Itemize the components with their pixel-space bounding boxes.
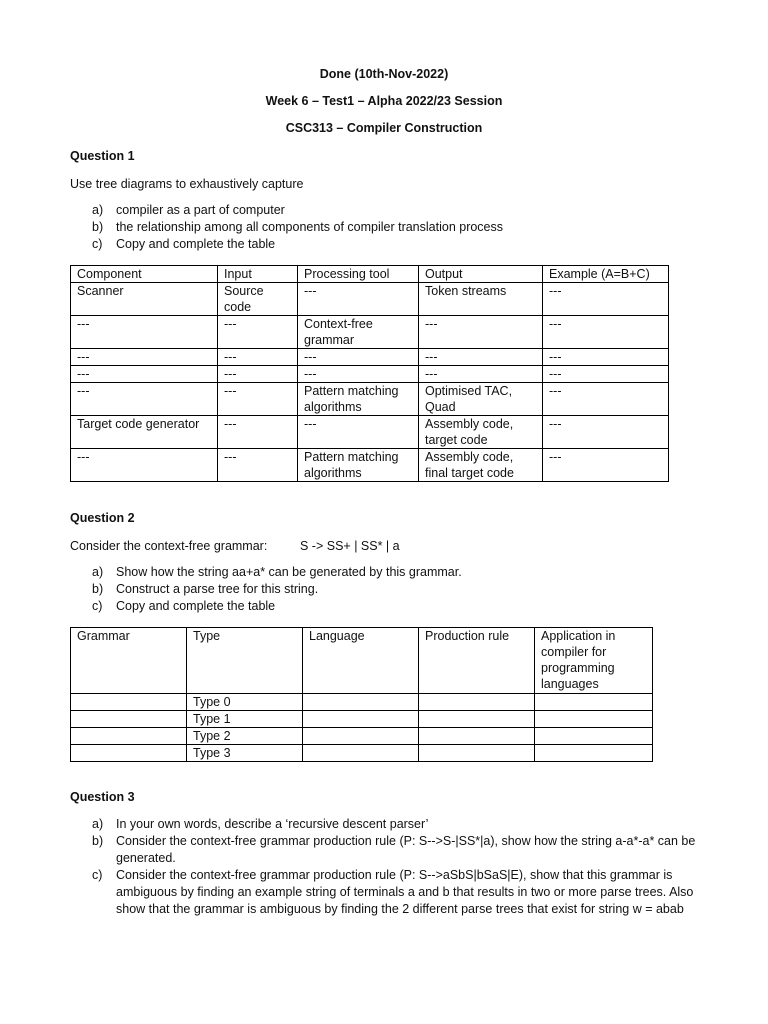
table-row: Type 3 (71, 745, 653, 762)
list-item: b) Consider the context-free grammar production rule (P: S-->S-|SS*|a), show how the string a-a*-a* can be generated. (92, 834, 696, 865)
grammar-types-table (70, 627, 653, 762)
list-item: a) In your own words, describe a ‘recursive descent parser’ (92, 817, 429, 831)
question-2-title: Question 2 (70, 511, 135, 525)
header-course: CSC313 – Compiler Construction (285, 121, 483, 135)
table-row: --- --- Pattern matching algorithms Assembly code, final target code --- (71, 449, 669, 482)
compiler-components-table (70, 265, 669, 482)
header-test-title: Week 6 – Test1 – Alpha 2022/23 Session (265, 94, 503, 108)
table-row: --- --- Context-free grammar --- --- (71, 316, 669, 349)
question-2-list (92, 564, 702, 615)
list-item: b) the relationship among all components of compiler translation process (92, 220, 504, 234)
list-item: c) Copy and complete the table (92, 237, 276, 251)
header-date: Done (10th-Nov-2022) (319, 67, 449, 81)
question-3-title: Question 3 (70, 790, 135, 804)
question-1-intro: Use tree diagrams to exhaustively capture (70, 177, 304, 191)
table-row: Type 1 (71, 711, 653, 728)
list-item: c) Consider the context-free grammar production rule (P: S-->aSbS|bSaS|E), show that this grammar is ambiguous by finding an example string of terminals a and b that results in two or more parse trees. Also show that the grammar is ambiguous by finding the 2 different parse trees that exist for string w = abab (92, 868, 694, 916)
list-item: b) Construct a parse tree for this string. (92, 582, 319, 596)
table-row: Target code generator --- --- Assembly code, target code --- (71, 416, 669, 449)
table-row: Scanner Source code --- Token streams --- (71, 283, 669, 316)
question-3-list (92, 816, 702, 918)
table-row: --- --- Pattern matching algorithms Optimised TAC, Quad --- (71, 383, 669, 416)
table-header-row: Component Input Processing tool Output Example (A=B+C) (71, 266, 669, 283)
question-1-title: Question 1 (70, 149, 135, 163)
list-item: c) Copy and complete the table (92, 599, 276, 613)
list-item: a) compiler as a part of computer (92, 203, 285, 217)
table-row: Type 0 (71, 694, 653, 711)
table-row: --- --- --- --- --- (71, 366, 669, 383)
question-2-intro: Consider the context-free grammar: (70, 539, 268, 553)
list-item: a) Show how the string aa+a* can be generated by this grammar. (92, 565, 462, 579)
question-1-list (92, 202, 702, 253)
table-row: Type 2 (71, 728, 653, 745)
table-row: --- --- --- --- --- (71, 349, 669, 366)
question-2-grammar: S -> SS+ | SS* | a (300, 539, 400, 553)
table-header-row: Grammar Type Language Production rule Application in compiler for programming languages (71, 628, 653, 694)
